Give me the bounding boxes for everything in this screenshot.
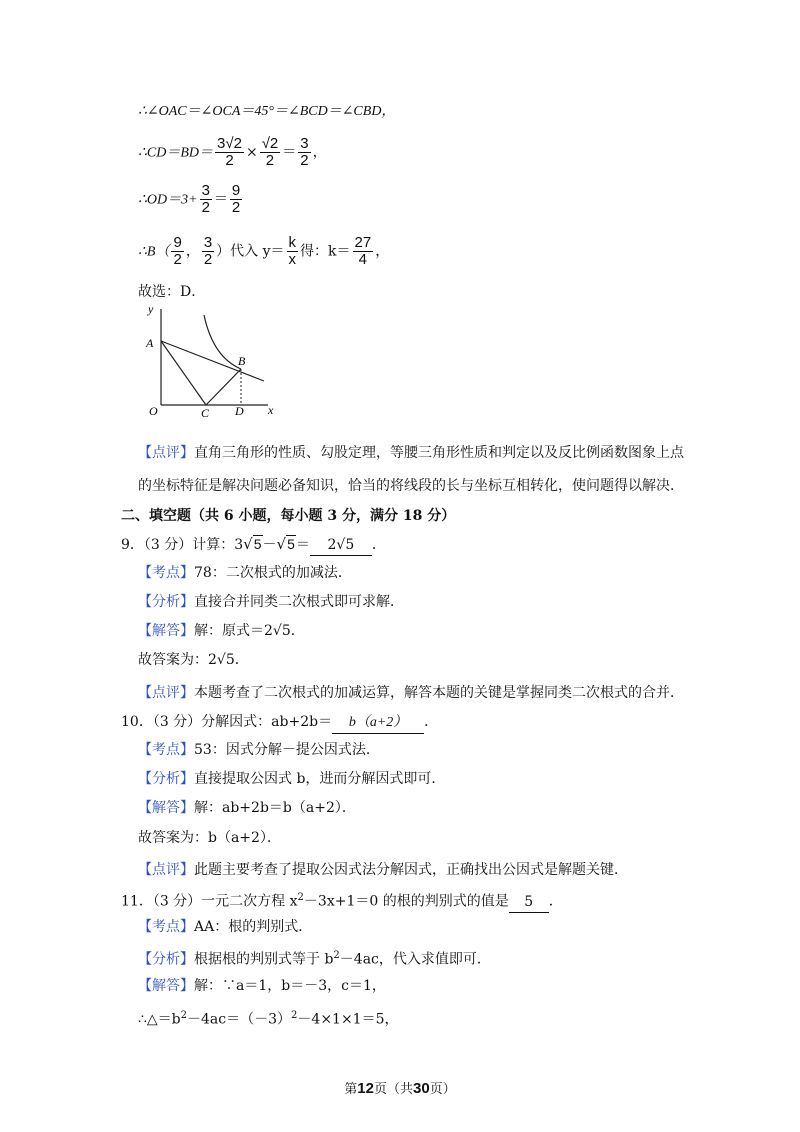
fraction: $\frac{3}{2}$ [201,182,210,216]
section-title: 二、填空题（共 6 小题，每小题 3 分，满分 18 分） [121,508,456,524]
fraction: $\frac{3}{2}$ [203,234,213,268]
q10-fenxi: 【分析】直接提取公因式 b，进而分解因式即可． [138,771,446,787]
q11-fenxi: 【分析】根据根的判别式等于 $b^2-4ac$，代入求值即可． [138,950,491,968]
q10-kaodian: 【考点】53：因式分解－提公因式法． [138,742,380,758]
geometry-figure [136,303,276,421]
q11-calc: $\therefore\triangle=b^2-4ac=(-3)^2-4\times 1\times 1=5$， [138,1010,399,1028]
choose-answer: 故选：D． [138,284,206,300]
solution-line-cd-bd: ∴CD＝BD＝ $\frac{3√2}{2}$ × $\frac{√2}{2}$ ＝ $\frac{3}{2}$ ， [138,135,327,169]
fraction: $\frac{√2}{2}$ [261,135,279,169]
q11-kaodian: 【考点】AA：根的判别式． [138,919,313,935]
solution-line-od: ∴OD＝3+ $\frac{3}{2}$ ＝ $\frac{9}{2}$ [138,182,241,216]
page-number: 12 [357,1080,374,1097]
hyperbola-curve [204,315,241,369]
comment-line-2: 的坐标特征是解决问题必备知识，恰当的将线段的长与坐标互相转化，使问题得以解决． [138,478,684,494]
total-pages: 30 [413,1080,430,1097]
fraction: $\frac{3}{2}$ [300,135,309,169]
q9-kaodian: 【考点】78：二次根式的加减法． [138,565,352,581]
fraction: $\frac{27}{4}$ [354,234,372,268]
fraction: $\frac{9}{2}$ [173,234,182,268]
label-d: D [235,404,244,418]
q10-dianping: 【点评】此题主要考查了提取公因式法分解因式，正确找出公因式是解题关键． [138,862,628,878]
label-x: x [268,403,274,417]
label-a: A [146,336,154,350]
solution-line-angles: ∴∠OAC＝∠OCA＝45°＝∠BCD＝∠CBD， [138,104,396,119]
comment-tag: 【点评】 [138,445,194,461]
question-11: 11．（3 分）一元二次方程 $x^2-3x+1=0$ 的根的判别式的值是 5 ． [121,888,563,913]
q9-dianping: 【点评】本题考查了二次根式的加减运算，解答本题的关键是掌握同类二次根式的合并． [138,685,684,701]
fraction: $\frac{k}{x}$ [288,234,297,268]
question-10: 10．（3 分）分解因式：ab+2b＝ b（a+2） ． [121,712,438,734]
q10-answer-line: 故答案为：b（a+2）． [138,830,281,846]
solution-line-b-point: ∴B（ $\frac{9}{2}$ ， $\frac{3}{2}$ ）代入 y＝ $\frac{k}{x}$ 得：k＝ $\frac{27}{4}$ ， [138,234,390,268]
fraction: $\frac{9}{2}$ [231,182,241,216]
q9-jieda: 【解答】解：原式＝2√5． [138,623,305,639]
label-c: C [201,406,210,420]
sqrt-5: √5 [276,535,295,553]
sqrt-5: √5 [243,535,262,553]
page-footer: 第12页（共30页） [344,1080,456,1097]
label-b: B [238,354,246,368]
answer-blank: 2√5 [310,535,372,556]
fraction: $\frac{3√2}{2}$ [217,135,242,169]
cd-bd-label: ∴CD＝BD＝ [138,145,214,161]
q9-fenxi: 【分析】直接合并同类二次根式即可求解． [138,594,404,610]
line-cb [206,369,241,405]
line-ab [161,341,264,381]
q9-answer-line: 故答案为：2√5． [138,652,249,668]
answer-blank: 5 [509,892,549,913]
q10-jieda: 【解答】解：ab+2b＝b（a+2）． [138,800,356,816]
q11-jieda: 【解答】解：∵a＝1，b＝－3，c＝1， [138,978,386,994]
comment-line-1: 【点评】直角三角形的性质、勾股定理，等腰三角形性质和判定以及反比例函数图象上点 [138,445,684,461]
question-9: 9．（3 分）计算：3√5－√5＝ 2√5 ． [121,534,386,556]
label-o: O [149,404,158,418]
answer-blank: b（a+2） [332,713,424,734]
line-ac [161,341,206,405]
label-y: y [148,303,154,316]
